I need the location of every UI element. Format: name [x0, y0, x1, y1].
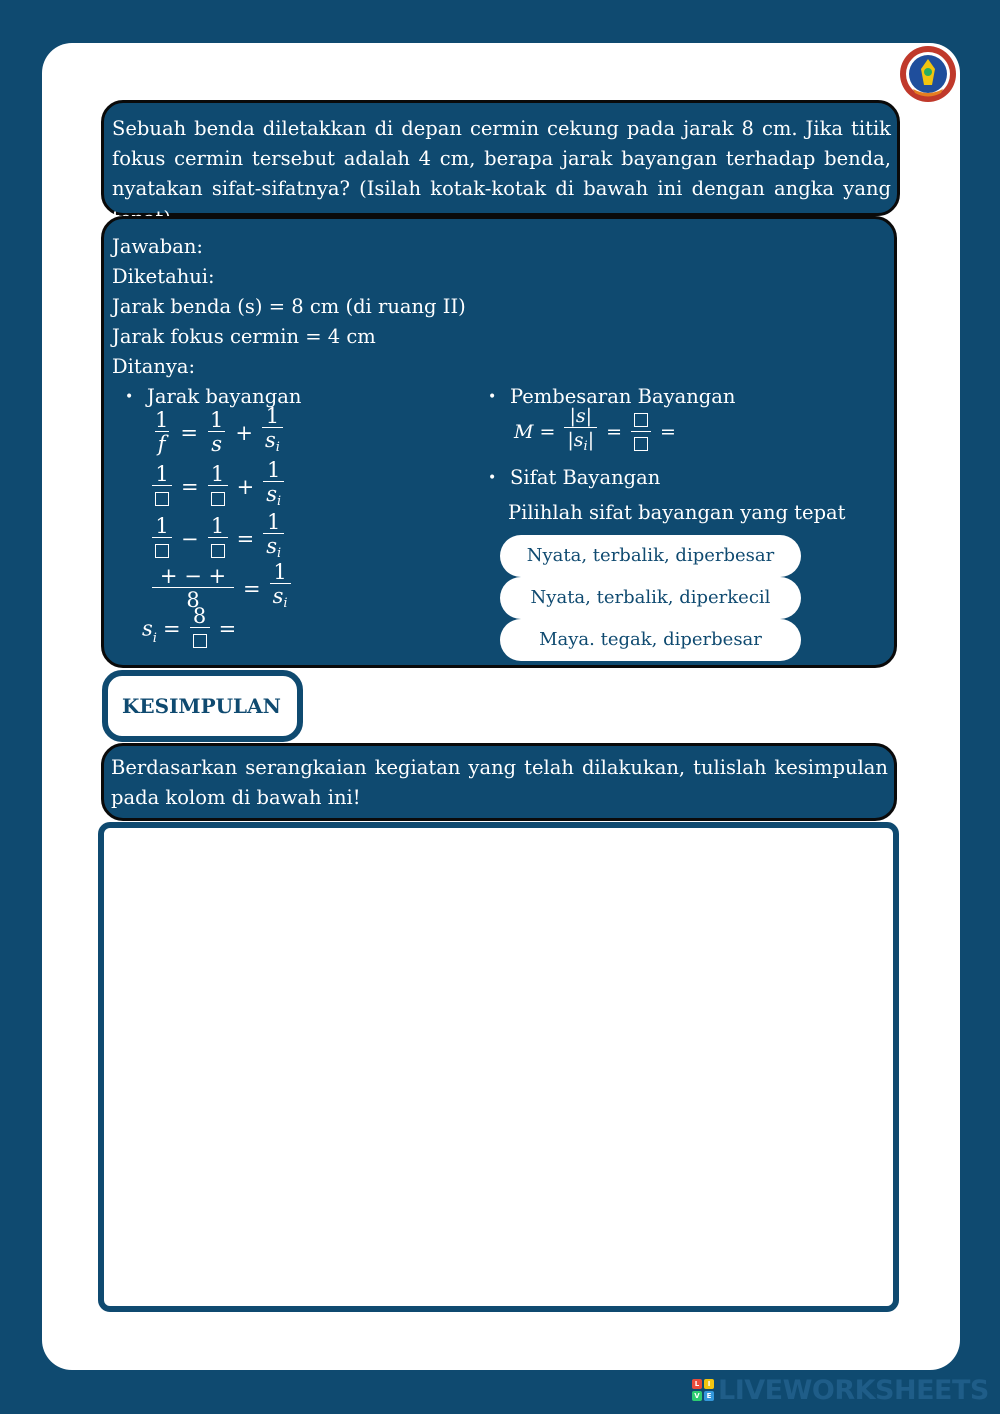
blank-input[interactable]: [155, 492, 169, 506]
brand-text: LIVEWORKSHEETS: [718, 1374, 989, 1406]
choice-option-3[interactable]: Maya. tegak, diperbesar: [500, 619, 801, 661]
equation-rearranged: 1 − 1 = $\frac{1}{s_i}$: [149, 511, 287, 566]
blank-input[interactable]: [211, 492, 225, 506]
blank-input[interactable]: [634, 437, 648, 451]
question-text: Sebuah benda diletakkan di depan cermin cekung pada jarak 8 cm. Jika titik fokus cermin tersebut adalah 4 cm, berapa jarak bayangan terhadap benda, nyatakan sifat-sifatnya? (Isilah kotak-kotak di bawah ini dengan angka yang: [112, 117, 891, 200]
properties-instruction: Pilihlah sifat bayangan yang tepat: [508, 501, 846, 524]
bullet-dot-icon: •: [488, 470, 497, 486]
equation-mirror-formula: $\frac{1}{f}$ = $\frac{1}{s}$ + $\frac{1}{s_i}$: [149, 405, 286, 460]
blank-input[interactable]: [634, 413, 648, 427]
question-box: [101, 100, 900, 216]
asked-label: Ditanya:: [112, 355, 196, 378]
blank-input[interactable]: [193, 634, 207, 648]
school-emblem-icon: [899, 45, 957, 103]
equation-magnification: M = $\frac{|s|}{|s_i|}$ = =: [514, 405, 682, 459]
bullet-image-distance: • Jarak bayangan: [125, 385, 302, 408]
conclusion-instruction-box: [101, 743, 897, 821]
equation-substitution: 1 = 1 + $\frac{1}{s_i}$: [149, 459, 287, 514]
answer-label: Jawaban:: [112, 235, 203, 258]
choice-option-2[interactable]: Nyata, terbalik, diperkecil: [500, 577, 801, 619]
blank-input[interactable]: [211, 544, 225, 558]
brand-grid-icon: L I V E: [692, 1379, 714, 1401]
bullet-dot-icon: •: [488, 389, 497, 405]
equation-combined: $\frac{+ - +}{8}$ = $\frac{1}{s_i}$: [149, 561, 294, 616]
focal-distance: Jarak fokus cermin = 4 cm: [112, 325, 376, 348]
bullet-image-properties: • Sifat Bayangan: [488, 466, 661, 489]
bullet-magnification: • Pembesaran Bayangan: [488, 385, 736, 408]
liveworksheets-logo: [692, 1376, 989, 1404]
conclusion-answer-area[interactable]: [98, 822, 899, 1312]
choice-option-1[interactable]: Nyata, terbalik, diperbesar: [500, 535, 801, 577]
equation-result: $s_i$ = 8 =: [142, 605, 242, 652]
known-label: Diketahui:: [112, 265, 215, 288]
conclusion-heading: KESIMPULAN: [102, 670, 303, 742]
conclusion-instruction-text: Berdasarkan serangkaian kegiatan yang telah dilakukan, tulislah kesimpulan pada kolom di bawah ini!: [111, 756, 888, 809]
object-distance: Jarak benda (s) = 8 cm (di ruang II): [112, 295, 466, 318]
blank-input[interactable]: [155, 544, 169, 558]
bullet-dot-icon: •: [125, 389, 134, 405]
